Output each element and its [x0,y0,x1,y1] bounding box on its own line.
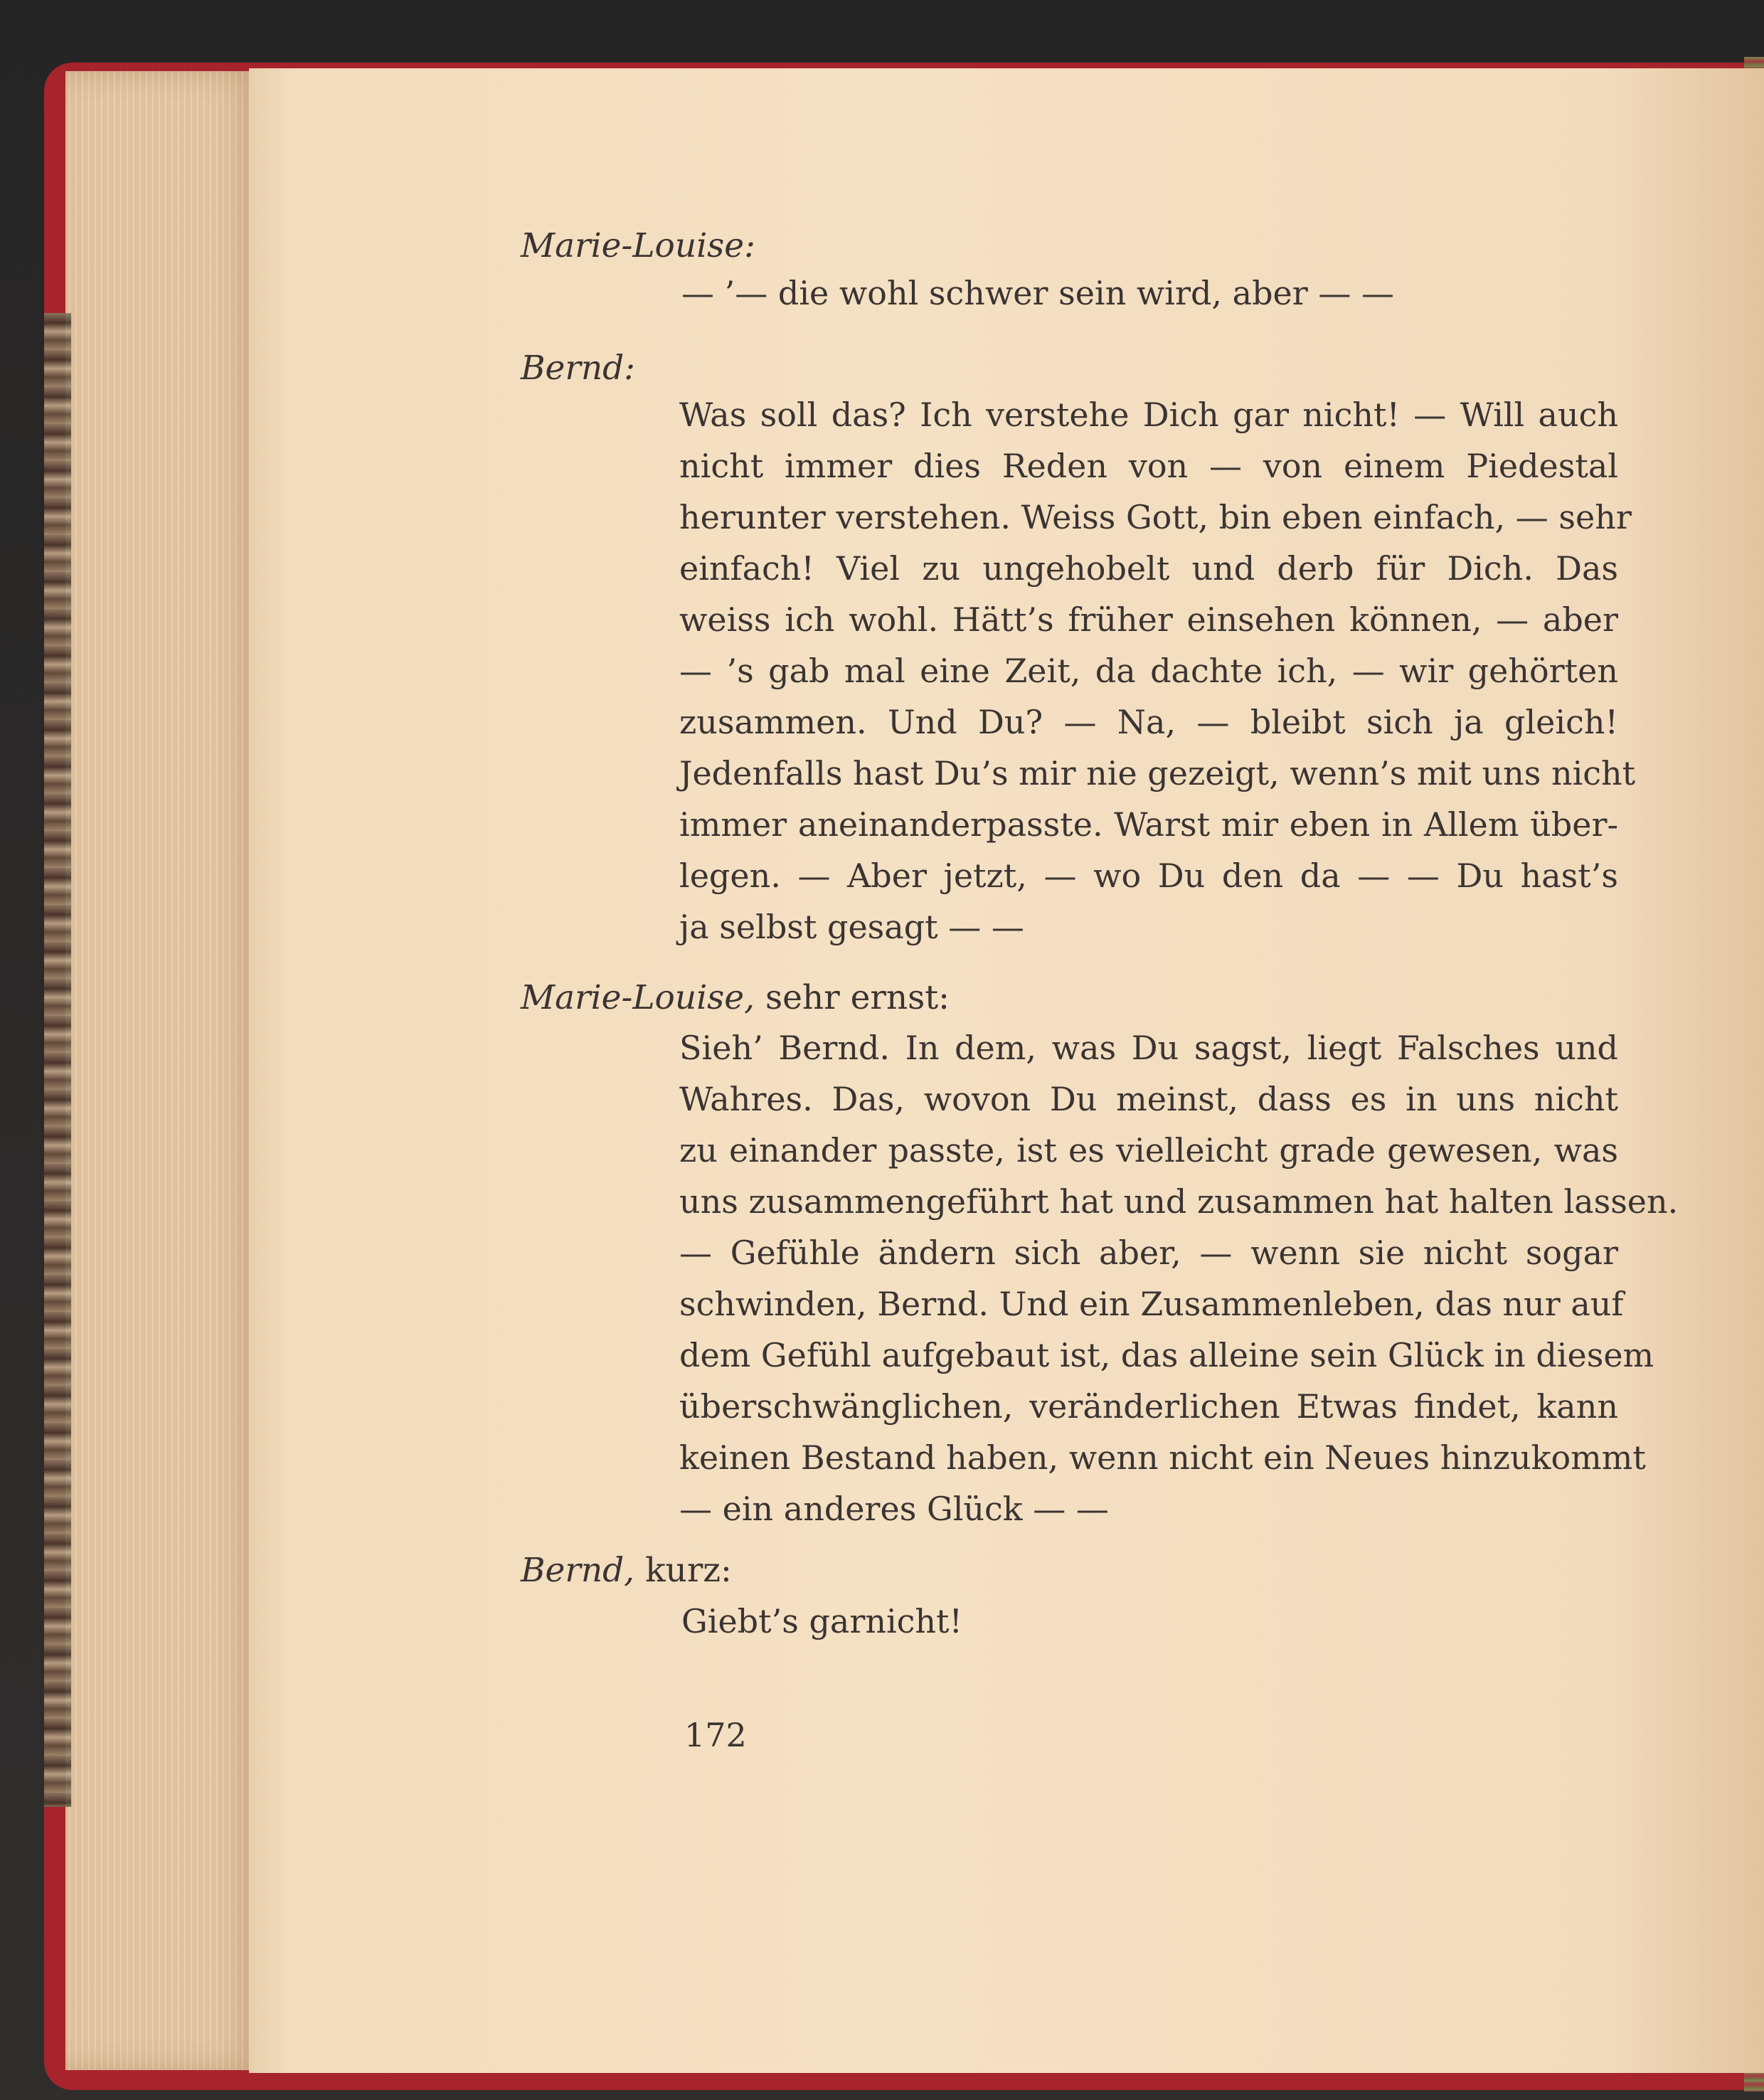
dialogue-line: einfach! Viel zu ungehobelt und derb für Dich. Das [679,549,1618,588]
speaker-name: Bernd, kurz: [521,1551,732,1590]
dialogue-line: — ’— die wohl schwer sein wird, aber — — [681,274,1394,312]
dialogue-line: — ein anderes Glück — — [679,1490,1109,1528]
dialogue-line: schwinden, Bernd. Und ein Zusammenleben, das nur auf [679,1285,1624,1323]
dialogue-line: nicht immer dies Reden von — von einem Piedestal [679,447,1618,485]
dialogue-line: keinen Bestand haben, wenn nicht ein Neues hinzukommt [679,1438,1646,1477]
dialogue-line: weiss ich wohl. Hätt’s früher einsehen können, — aber [679,600,1618,639]
speaker-name: Marie-Louise, sehr ernst: [521,978,950,1017]
book-page [249,68,1764,2073]
speaker-name: Bernd: [521,349,636,388]
dialogue-line: — ’s gab mal eine Zeit, da dachte ich, — wir gehörten [679,652,1618,690]
page-edges [65,71,257,2070]
dialogue-line: dem Gefühl aufgebaut ist, das alleine sein Glück in diesem [679,1336,1654,1374]
speaker-name: Marie-Louise: [521,226,755,265]
dialogue-line: Wahres. Das, wovon Du meinst, dass es in uns nicht [679,1080,1618,1118]
page-number: 172 [684,1716,747,1754]
dialogue-line: Jedenfalls hast Du’s mir nie gezeigt, wenn’s mit uns nicht [679,754,1636,792]
stage-direction: sehr ernst: [765,978,950,1017]
marbled-edge [44,313,71,1807]
dialogue-line: uns zusammengeführt hat und zusammen hat halten lassen. [679,1182,1679,1221]
dialogue-line: überschwänglichen, veränderlichen Etwas findet, kann [679,1387,1618,1426]
dialogue-line: Was soll das? Ich verstehe Dich gar nicht! — Will auch [679,396,1618,434]
dialogue-line: zusammen. Und Du? — Na, — bleibt sich ja gleich! [679,703,1618,741]
dialogue-line: — Gefühle ändern sich aber, — wenn sie nicht sogar [679,1234,1618,1272]
stage-direction: kurz: [645,1551,732,1590]
dialogue-line: ja selbst gesagt — — [679,908,1024,946]
dialogue-line: zu einander passte, ist es vielleicht grade gewesen, was [679,1131,1618,1170]
dialogue-line: herunter verstehen. Weiss Gott, bin eben einfach, — sehr [679,498,1632,536]
dialogue-line: Giebt’s garnicht! [681,1602,963,1640]
dialogue-line: legen. — Aber jetzt, — wo Du den da — — Du hast’s [679,857,1618,895]
dialogue-line: Sieh’ Bernd. In dem, was Du sagst, liegt Falsches und [679,1029,1618,1067]
dialogue-line: immer aneinanderpasste. Warst mir eben in Allem über- [679,805,1618,844]
